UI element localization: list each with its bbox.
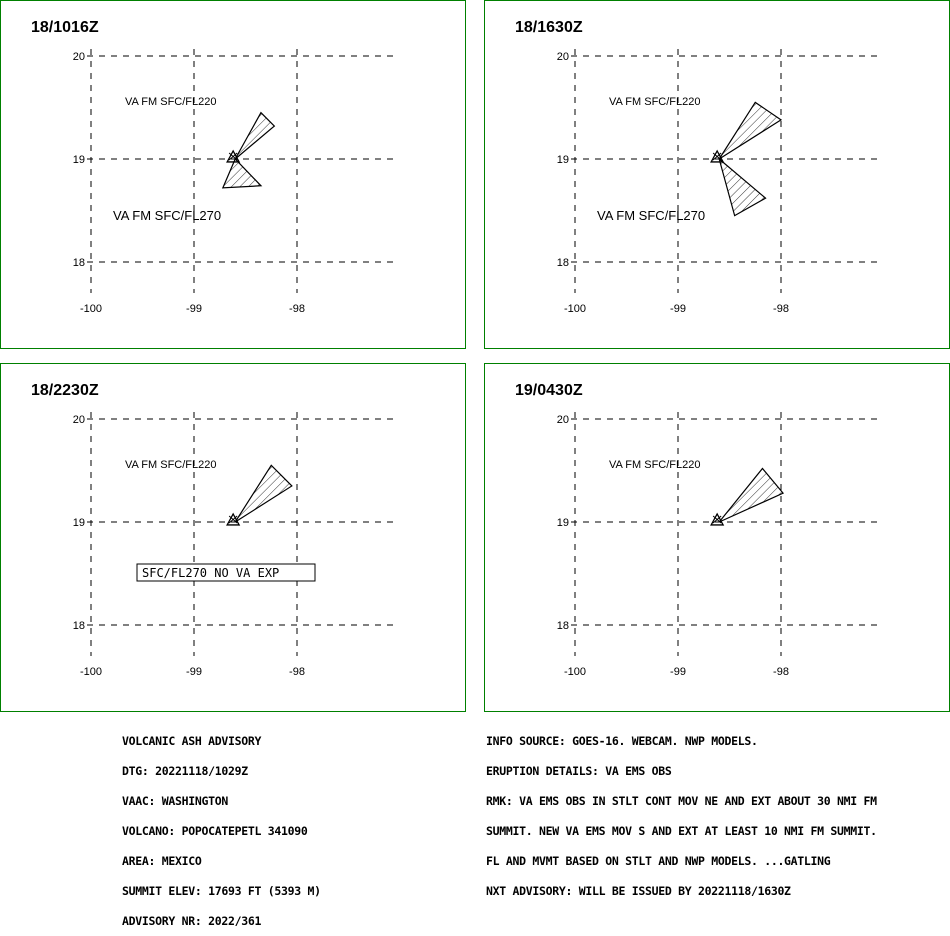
latitude-tick-label: 18 xyxy=(556,257,569,269)
longitude-tick-label: -98 xyxy=(289,303,305,315)
latitude-tick-label: 20 xyxy=(556,51,569,63)
plume-label-lower: VA FM SFC/FL270 xyxy=(113,208,222,223)
advisory-line: SUMMIT ELEV: 17693 FT (5393 M) xyxy=(122,884,321,898)
plume-label-upper: VA FM SFC/FL220 xyxy=(609,459,701,471)
longitude-tick-label: -100 xyxy=(563,666,587,678)
plume-label-upper: VA FM SFC/FL220 xyxy=(125,96,217,108)
latitude-tick-label: 19 xyxy=(556,517,569,529)
advisory-info-left xyxy=(122,716,321,936)
ash-plume-polygon xyxy=(235,113,274,159)
panel-time-label: 19/0430Z xyxy=(515,382,583,399)
map-svg xyxy=(485,1,950,350)
advisory-line: ERUPTION DETAILS: VA EMS OBS xyxy=(486,764,672,778)
advisory-line: AREA: MEXICO xyxy=(122,854,202,868)
longitude-tick-label: -98 xyxy=(773,666,789,678)
latitude-tick-label: 18 xyxy=(72,257,85,269)
longitude-tick-label: -99 xyxy=(186,666,202,678)
advisory-line: DTG: 20221118/1029Z xyxy=(122,764,248,778)
ash-plume-polygon xyxy=(719,468,783,522)
latitude-tick-label: 19 xyxy=(72,154,85,166)
longitude-tick-label: -100 xyxy=(79,303,103,315)
ash-plume-polygon xyxy=(223,159,261,188)
longitude-tick-label: -99 xyxy=(670,303,686,315)
latitude-tick-label: 18 xyxy=(72,620,85,632)
panel-time-label: 18/1630Z xyxy=(515,19,583,36)
advisory-line: FL AND MVMT BASED ON STLT AND NWP MODELS. ...GATLING xyxy=(486,854,831,868)
advisory-line: ADVISORY NR: 2022/361 xyxy=(122,914,262,928)
map-panel-2 xyxy=(484,0,950,349)
longitude-tick-label: -98 xyxy=(289,666,305,678)
advisory-line: RMK: VA EMS OBS IN STLT CONT MOV NE AND EXT ABOUT 30 NMI FM xyxy=(486,794,877,808)
longitude-tick-label: -100 xyxy=(563,303,587,315)
panel-time-label: 18/2230Z xyxy=(31,382,99,399)
advisory-line: VOLCANO: POPOCATEPETL 341090 xyxy=(122,824,308,838)
advisory-info-right xyxy=(486,716,877,906)
map-svg xyxy=(485,364,950,713)
panel-time-label: 18/1016Z xyxy=(31,19,99,36)
ash-plume-polygon xyxy=(235,465,292,522)
map-svg xyxy=(1,1,467,350)
map-svg xyxy=(1,364,467,713)
latitude-tick-label: 20 xyxy=(556,414,569,426)
plume-label-lower: VA FM SFC/FL270 xyxy=(597,208,706,223)
longitude-tick-label: -99 xyxy=(186,303,202,315)
ash-plume-polygon xyxy=(719,102,781,159)
latitude-tick-label: 19 xyxy=(556,154,569,166)
advisory-line: INFO SOURCE: GOES-16. WEBCAM. NWP MODELS. xyxy=(486,734,758,748)
no-va-expected-label: SFC/FL270 NO VA EXP xyxy=(142,566,280,580)
longitude-tick-label: -99 xyxy=(670,666,686,678)
ash-plume-polygon xyxy=(719,159,765,216)
advisory-line: VOLCANIC ASH ADVISORY xyxy=(122,734,262,748)
advisory-line: VAAC: WASHINGTON xyxy=(122,794,228,808)
advisory-line: SUMMIT. NEW VA EMS MOV S AND EXT AT LEAST 10 NMI FM SUMMIT. xyxy=(486,824,877,838)
latitude-tick-label: 20 xyxy=(72,51,85,63)
longitude-tick-label: -98 xyxy=(773,303,789,315)
plume-label-upper: VA FM SFC/FL220 xyxy=(125,459,217,471)
latitude-tick-label: 19 xyxy=(72,517,85,529)
plume-label-upper: VA FM SFC/FL220 xyxy=(609,96,701,108)
latitude-tick-label: 20 xyxy=(72,414,85,426)
map-panel-4 xyxy=(484,363,950,712)
advisory-line: NXT ADVISORY: WILL BE ISSUED BY 20221118/1630Z xyxy=(486,884,791,898)
longitude-tick-label: -100 xyxy=(79,666,103,678)
map-panel-3 xyxy=(0,363,466,712)
latitude-tick-label: 18 xyxy=(556,620,569,632)
map-panel-1 xyxy=(0,0,466,349)
